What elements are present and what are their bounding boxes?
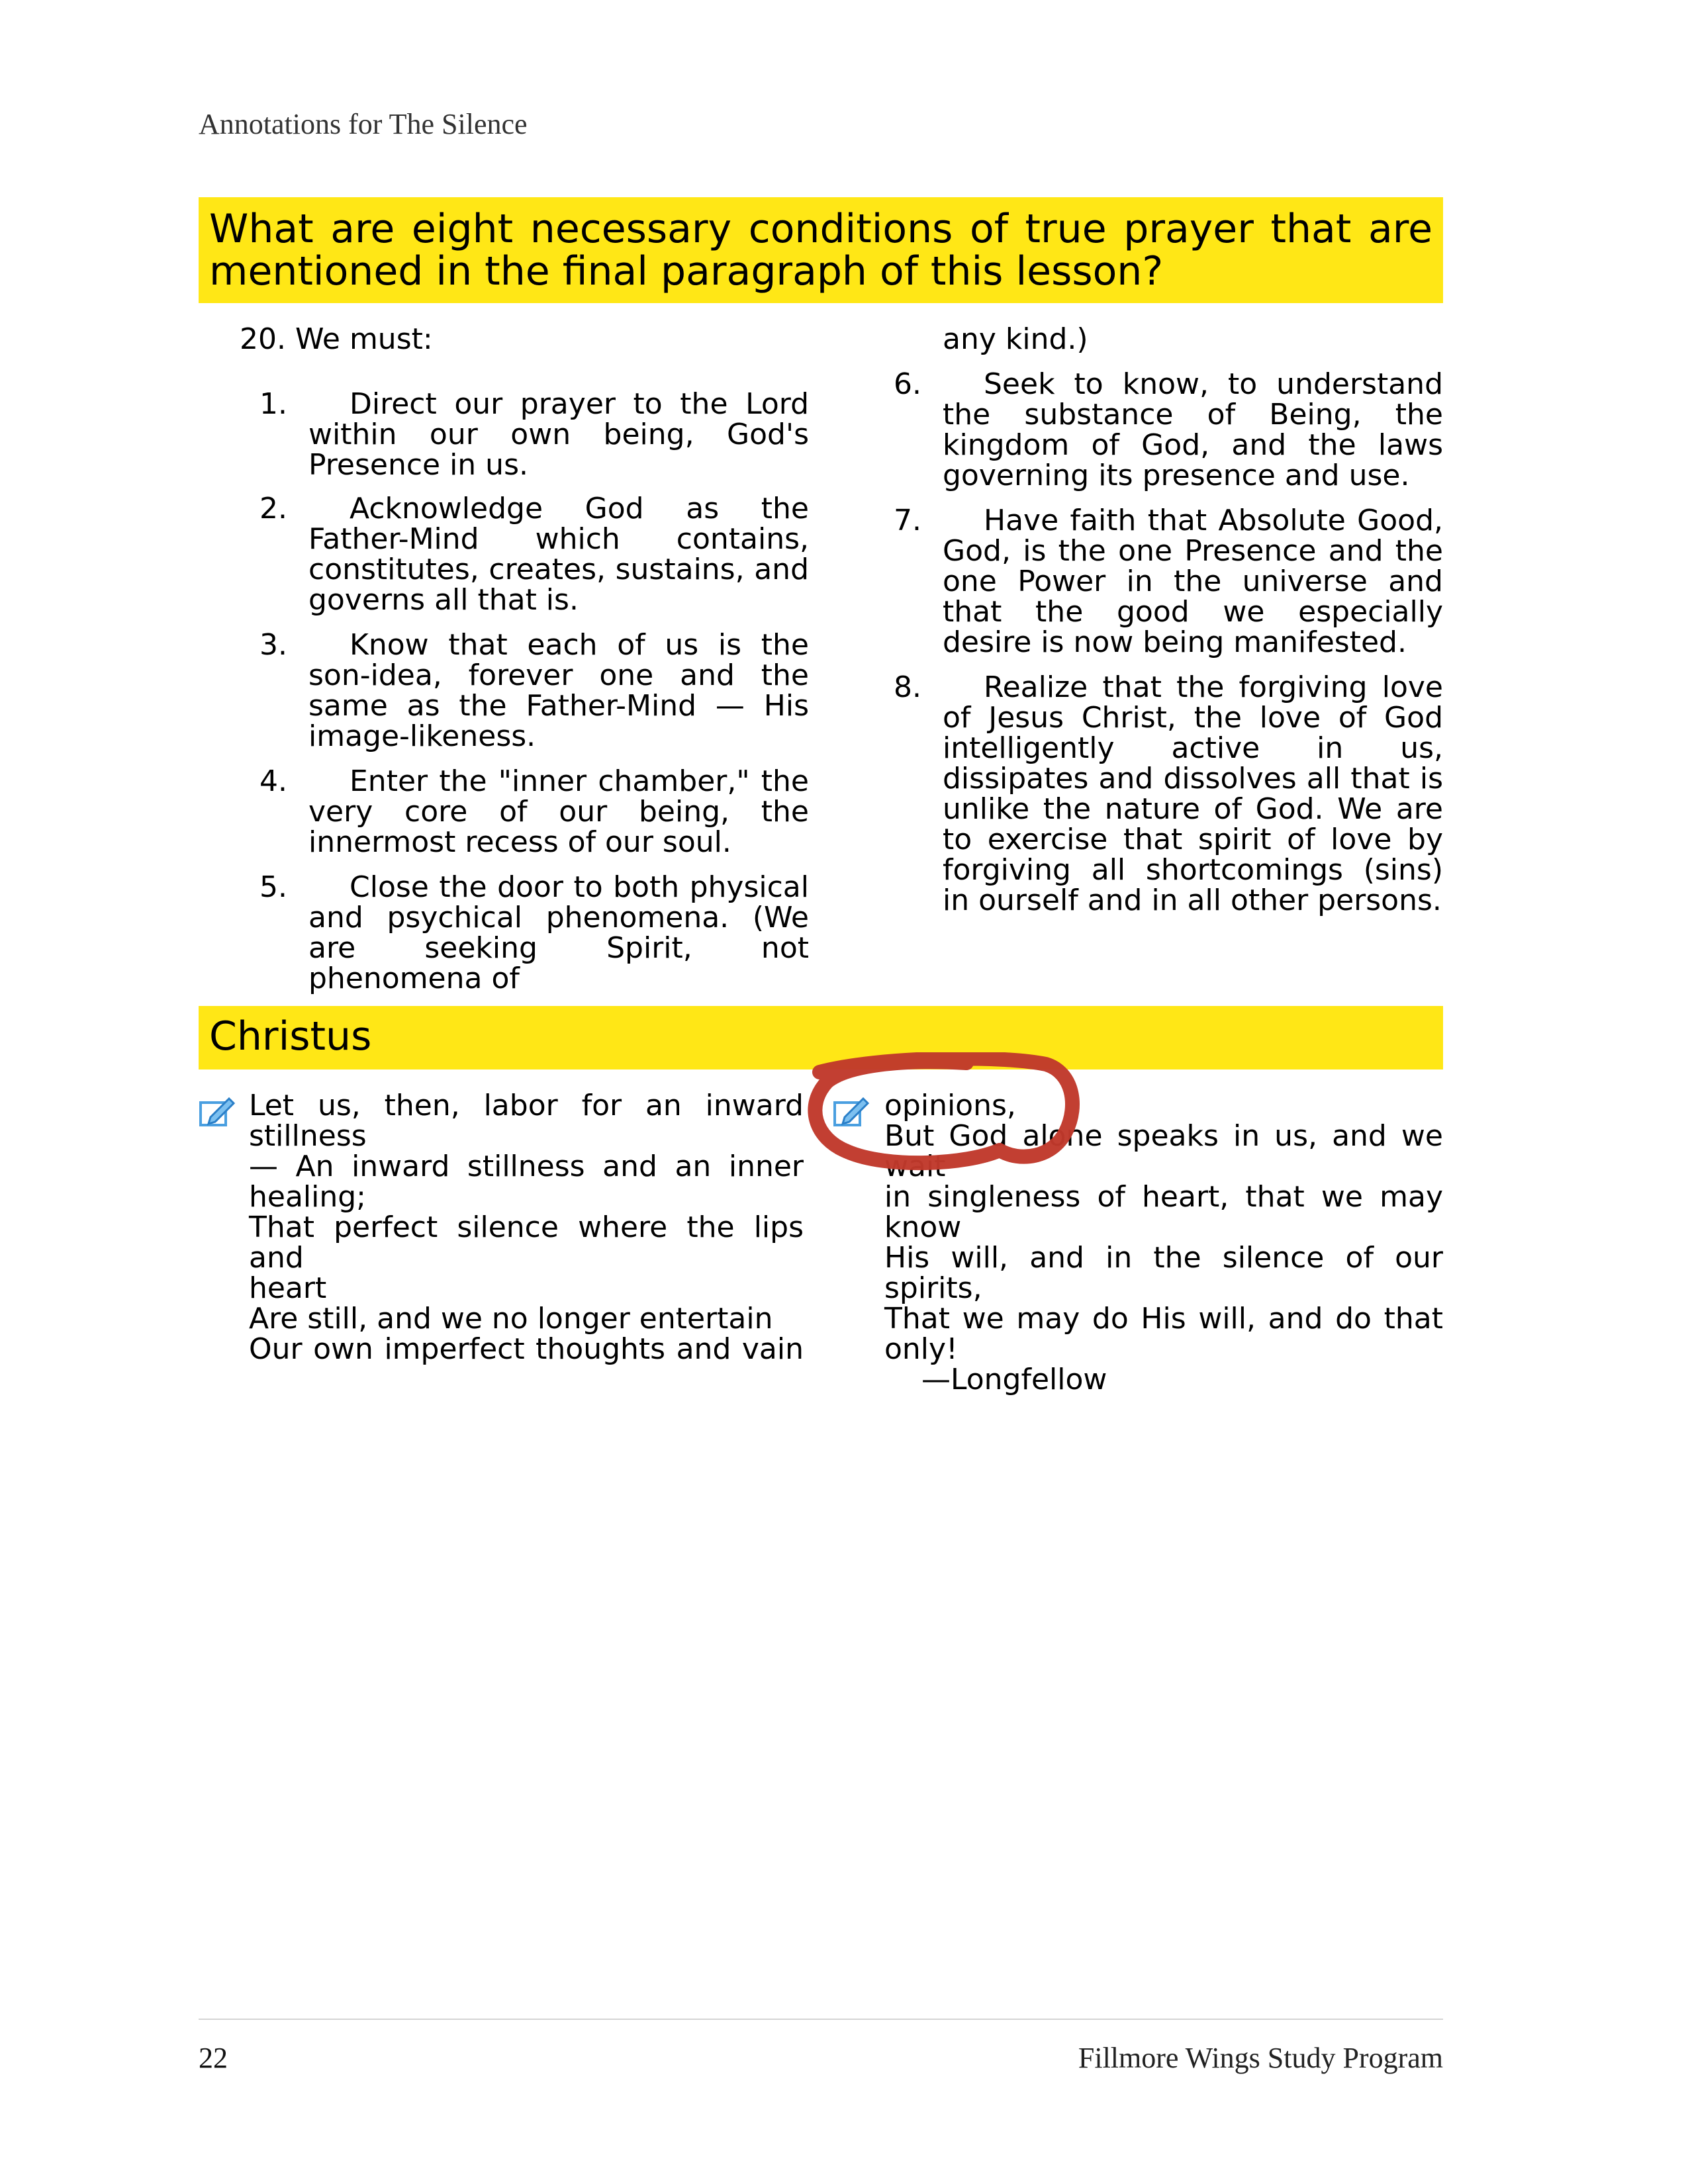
item-number: 1. bbox=[259, 387, 287, 421]
item-text: Have faith that Absolute Good, God, is the one Presence and the one Power in the universe and that the good we especially desire is now being manifested. bbox=[943, 504, 1443, 659]
poem-line: Are still, and we no longer entertain bbox=[249, 1302, 773, 1336]
item-text: Close the door to both physical and psychical phenomena. (We are seeking Spirit, not phenomena of bbox=[308, 870, 809, 995]
poem-line: That we may do His will, and do that bbox=[884, 1302, 1443, 1336]
item-number: 4. bbox=[259, 764, 287, 798]
item-number: 2. bbox=[259, 492, 287, 525]
item-text: Seek to know, to understand the substance of Being, the kingdom of God, and the laws governing its presence and use. bbox=[943, 367, 1443, 492]
question-line-2: mentioned in the final paragraph of this lesson? bbox=[209, 248, 1164, 295]
item-text: Acknowledge God as the Father-Mind which contains, constitutes, creates, sustains, and governs all that is. bbox=[308, 492, 809, 617]
note-edit-icon[interactable] bbox=[199, 1096, 236, 1128]
ink-circle-annotation bbox=[801, 1052, 1092, 1185]
item-text: Know that each of us is the son-idea, forever one and the same as the Father-Mind — His image-likeness. bbox=[308, 628, 809, 753]
running-header: Annotations for The Silence bbox=[199, 108, 528, 140]
poem-line: That perfect silence where the lips and bbox=[249, 1210, 804, 1275]
poem-line: Our own imperfect thoughts and vain bbox=[249, 1332, 804, 1366]
section-banner: Christus bbox=[199, 1006, 1443, 1069]
item-text: Direct our prayer to the Lord within our own being, God's Presence in us. bbox=[308, 387, 809, 482]
item-number: 8. bbox=[894, 670, 921, 704]
item-text: any kind.) bbox=[943, 322, 1088, 356]
footer-divider bbox=[199, 2019, 1443, 2020]
item-number: 7. bbox=[894, 504, 921, 537]
question-banner bbox=[199, 197, 1443, 303]
item-text: Realize that the forgiving love of Jesus Christ, the love of God intelligently active in us, dissipates and dissolves all that is unlike the nature of God. We are to exercise that spirit of love by forgiving all shortcomings (sins) in ourself and in all other persons. bbox=[943, 670, 1443, 917]
question-line-1: What are eight necessary conditions of true prayer that are bbox=[209, 206, 1432, 252]
item-text: Enter the "inner chamber," the very core of our being, the innermost recess of our soul. bbox=[308, 764, 809, 859]
item-number: 3. bbox=[259, 628, 287, 662]
poem-line: healing; bbox=[249, 1180, 367, 1214]
poem-line: Let us, then, labor for an inward stillness bbox=[249, 1089, 804, 1153]
poem-line: But God alone speaks in us, and we wait bbox=[884, 1119, 1443, 1183]
item-number: 5. bbox=[259, 870, 287, 904]
poem-line: — An inward stillness and an inner bbox=[249, 1150, 804, 1183]
poem-line: opinions, bbox=[884, 1089, 1016, 1122]
footer-program-title: Fillmore Wings Study Program bbox=[1078, 2042, 1443, 2074]
poem-line: heart bbox=[249, 1271, 327, 1305]
poem-line: in singleness of heart, that we may know bbox=[884, 1180, 1443, 1244]
poem-line: His will, and in the silence of our spirits, bbox=[884, 1241, 1443, 1305]
item-number: 6. bbox=[894, 367, 921, 401]
poem-attribution: —Longfellow bbox=[921, 1363, 1107, 1396]
poem-left-column bbox=[249, 1091, 804, 1365]
answer-intro: 20. We must: bbox=[240, 322, 433, 356]
page-number: 22 bbox=[199, 2042, 228, 2074]
poem-line: only! bbox=[884, 1332, 958, 1366]
